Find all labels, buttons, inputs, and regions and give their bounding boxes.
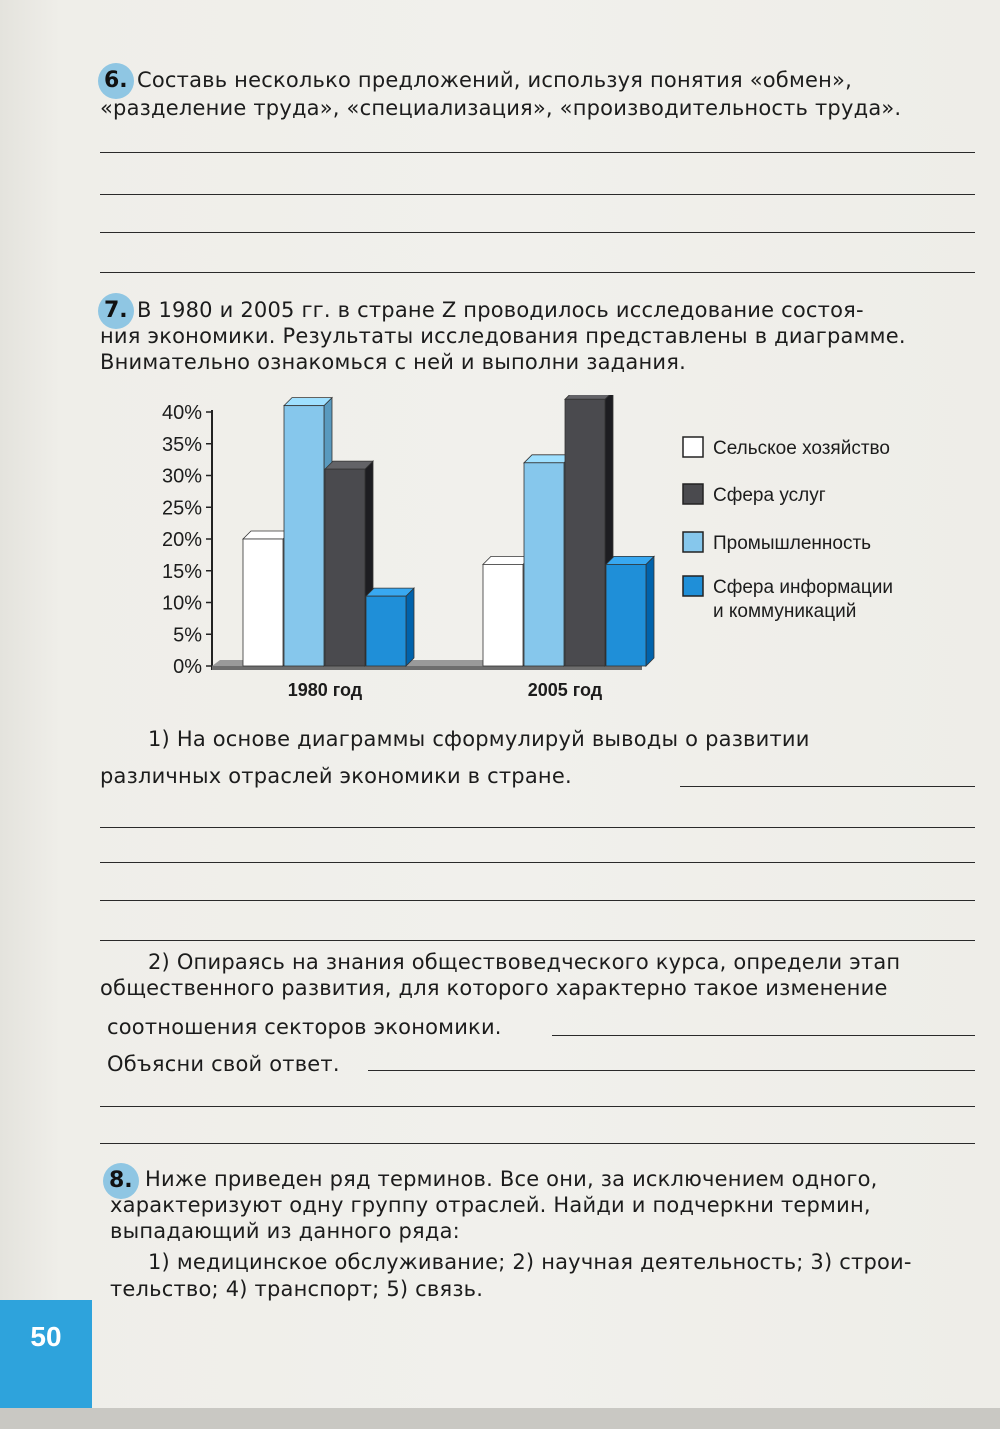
- task-7-question-2-line-3: соотношения секторов экономики.: [107, 1015, 502, 1039]
- task-7-text-line-2: ния экономики. Результаты исследования представлены в диаграмме.: [100, 324, 906, 348]
- y-tick-label: 10%: [161, 592, 202, 615]
- bar-side: [646, 556, 654, 666]
- bar-top: [565, 395, 613, 399]
- chart-floor-edge: [212, 666, 642, 670]
- answer-line[interactable]: [100, 900, 975, 901]
- bar: [524, 463, 564, 666]
- bar: [366, 596, 406, 666]
- answer-line[interactable]: [100, 940, 975, 941]
- legend-label: Промышленность: [713, 533, 872, 554]
- bar-top: [366, 588, 414, 596]
- task-8-text-line-1: Ниже приведен ряд терминов. Все они, за исключением одного,: [145, 1167, 878, 1191]
- bar-top: [606, 556, 654, 564]
- page-edge-shadow: [0, 1408, 1000, 1429]
- answer-line[interactable]: [100, 827, 975, 828]
- task-8-terms-line-1[interactable]: 1) медицинское обслуживание; 2) научная деятельность; 3) строи-: [148, 1250, 912, 1274]
- y-tick-label: 5%: [173, 624, 202, 647]
- bar-top: [325, 461, 373, 469]
- answer-line[interactable]: [368, 1070, 975, 1071]
- y-tick-label: 20%: [161, 529, 202, 551]
- category-label: 2005 год: [527, 680, 603, 700]
- task-7-number: 7.: [98, 293, 134, 329]
- task-6-number: 6.: [98, 63, 134, 99]
- legend-label: Сфера услуг: [713, 485, 826, 506]
- y-tick-label: 40%: [161, 402, 202, 424]
- bar: [565, 399, 605, 666]
- legend-label: и коммуникаций: [713, 601, 857, 622]
- legend-label: Сфера информации: [713, 577, 893, 598]
- task-8-number: 8.: [103, 1163, 139, 1199]
- answer-line[interactable]: [552, 1035, 975, 1036]
- legend-label: Сельское хозяйство: [713, 438, 890, 459]
- task-7-question-2-line-1: 2) Опираясь на знания обществоведческого курса, определи этап: [148, 950, 901, 974]
- page-number: 50: [0, 1300, 92, 1408]
- bar: [325, 469, 365, 666]
- bar-side: [406, 588, 414, 666]
- legend-swatch: [683, 437, 703, 457]
- task-6-text-line-2: «разделение труда», «специализация», «производительность труда».: [100, 96, 902, 120]
- y-tick-label: 0%: [173, 656, 202, 678]
- category-label: 1980 год: [287, 680, 363, 700]
- task-8-terms-line-2[interactable]: тельство; 4) транспорт; 5) связь.: [110, 1277, 484, 1301]
- task-8-text-line-3: выпадающий из данного ряда:: [110, 1219, 460, 1243]
- answer-line[interactable]: [100, 194, 975, 195]
- task-7-text-line-3: Внимательно ознакомься с ней и выполни задания.: [100, 350, 686, 374]
- task-8-text-line-2: характеризуют одну группу отраслей. Найди и подчеркни термин,: [110, 1193, 871, 1217]
- bar: [483, 564, 523, 666]
- task-7-text-line-1: В 1980 и 2005 гг. в стране Z проводилось исследование состоя-: [137, 298, 864, 322]
- answer-line[interactable]: [100, 272, 975, 273]
- y-tick-label: 25%: [161, 497, 202, 520]
- bar: [284, 406, 324, 666]
- task-7-question-2-line-2: общественного развития, для которого характерно такое изменение: [100, 976, 888, 1000]
- answer-line[interactable]: [100, 152, 975, 153]
- y-tick-label: 35%: [161, 433, 202, 456]
- legend-swatch: [683, 532, 703, 552]
- task-7-question-2-line-4: Объясни свой ответ.: [107, 1052, 340, 1076]
- legend-swatch: [683, 484, 703, 504]
- bar: [606, 564, 646, 666]
- legend-swatch: [683, 576, 703, 596]
- task-6-text-line-1: Составь несколько предложений, используя понятия «обмен»,: [137, 68, 852, 92]
- answer-line[interactable]: [100, 862, 975, 863]
- answer-line[interactable]: [680, 786, 975, 787]
- bar-top: [284, 398, 332, 406]
- economy-bar-chart: [150, 395, 970, 705]
- task-7-question-1-line-1: 1) На основе диаграммы сформулируй выводы о развитии: [148, 727, 810, 751]
- answer-line[interactable]: [100, 1143, 975, 1144]
- chart-svg: [150, 395, 970, 705]
- y-tick-label: 30%: [161, 465, 202, 488]
- answer-line[interactable]: [100, 232, 975, 233]
- task-7-question-1-line-2: различных отраслей экономики в стране.: [100, 764, 572, 788]
- y-tick-label: 15%: [161, 560, 202, 583]
- bar: [243, 539, 283, 666]
- answer-line[interactable]: [100, 1106, 975, 1107]
